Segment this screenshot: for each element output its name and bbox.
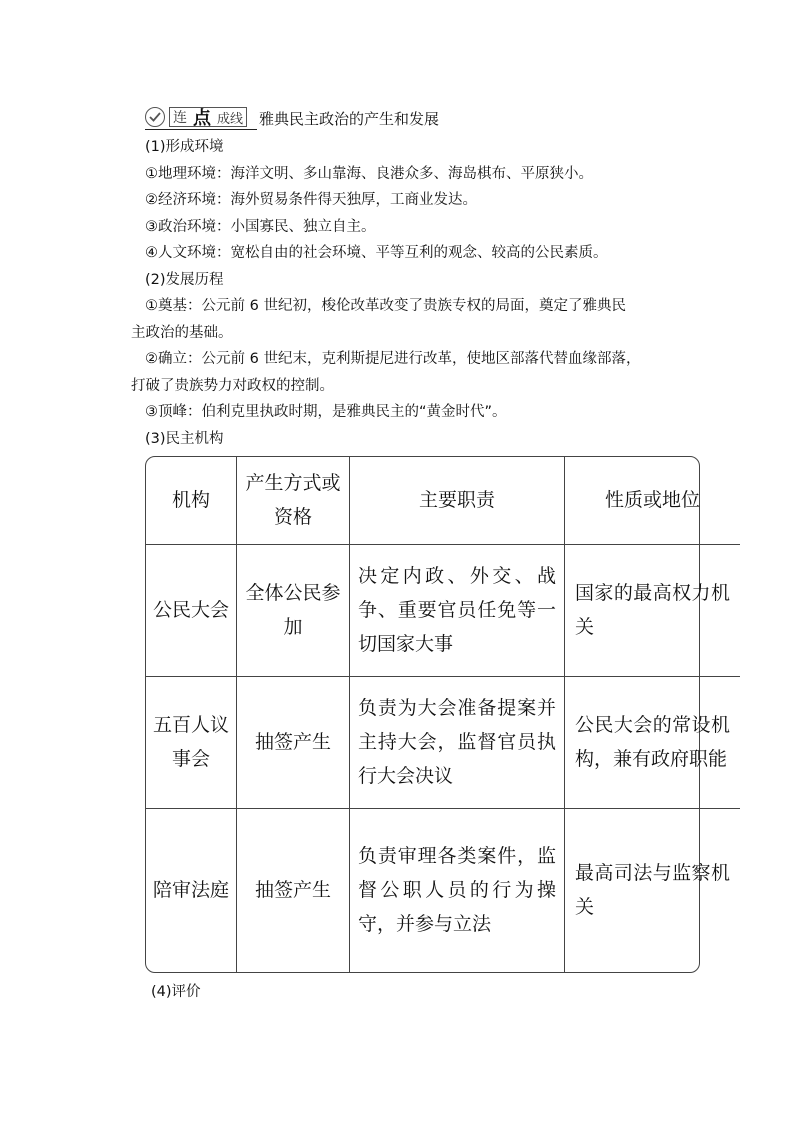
geography-environment: ①地理环境：海洋文明、多山靠海、良港众多、海岛棋布、平原狭小。 xyxy=(145,165,593,182)
political-environment: ③政治环境：小国寡民、独立自主。 xyxy=(145,218,376,235)
table-row xyxy=(146,808,740,972)
cell-institution: 五百人议事会 xyxy=(146,676,237,808)
check-mark-icon xyxy=(145,107,165,127)
cell-method: 全体公民参加 xyxy=(237,544,350,676)
institutions-table-frame xyxy=(145,456,730,973)
cell-institution: 公民大会 xyxy=(146,544,237,676)
subheading-evaluation: (4)评价 xyxy=(151,984,201,1000)
establishment-line-2: 打破了贵族势力对政权的控制。 xyxy=(131,377,334,394)
foundation-line-1: ①奠基：公元前 6 世纪初，梭伦改革改变了贵族专权的局面，奠定了雅典民 xyxy=(145,298,626,314)
header-duties: 主要职责 xyxy=(350,457,565,544)
foundation-line-2: 主政治的基础。 xyxy=(131,324,233,341)
table-row xyxy=(146,676,740,808)
section-title: 雅典民主政治的产生和发展 xyxy=(259,110,440,128)
cell-nature: 最高司法与监察机关 xyxy=(565,808,741,972)
cell-duties: 决定内政、外交、战争、重要官员任免等一切国家大事 xyxy=(350,544,565,676)
header-method: 产生方式或资格 xyxy=(237,457,350,544)
table-header-row xyxy=(146,457,740,544)
table-row xyxy=(146,544,740,676)
subheading-development: (2)发展历程 xyxy=(145,271,224,288)
badge-text-dian: 点 xyxy=(193,108,211,129)
badge-box xyxy=(169,107,247,127)
document-body xyxy=(131,100,730,1018)
cell-nature: 国家的最高权力机关 xyxy=(565,544,741,676)
cell-method: 抽签产生 xyxy=(237,808,350,972)
subheading-formation: (1)形成环境 xyxy=(145,139,224,155)
header-nature: 性质或地位 xyxy=(565,457,741,544)
cell-duties: 负责审理各类案件，监督公职人员的行为操守，并参与立法 xyxy=(350,808,565,972)
cell-duties: 负责为大会准备提案并主持大会，监督官员执行大会决议 xyxy=(350,676,565,808)
peak-line: ③顶峰：伯利克里执政时期，是雅典民主的“黄金时代”。 xyxy=(145,404,507,420)
economic-environment: ②经济环境：海外贸易条件得天独厚，工商业发达。 xyxy=(145,192,477,208)
establishment-line-1: ②确立：公元前 6 世纪末，克利斯提尼进行改革，使地区部落代替血缘部落， xyxy=(145,351,641,367)
section-heading xyxy=(145,100,705,130)
cell-institution: 陪审法庭 xyxy=(146,808,237,972)
lian-dian-cheng-xian-badge xyxy=(145,105,257,130)
cultural-environment: ④人文环境：宽松自由的社会环境、平等互利的观念、较高的公民素质。 xyxy=(145,245,608,261)
cell-method: 抽签产生 xyxy=(237,676,350,808)
cell-nature: 公民大会的常设机构，兼有政府职能 xyxy=(565,676,741,808)
institutions-table xyxy=(146,457,740,972)
subheading-institutions: (3)民主机构 xyxy=(145,430,224,447)
badge-text-lian: 连 xyxy=(173,110,187,126)
header-institution: 机构 xyxy=(146,457,237,544)
badge-text-chengxian: 成线 xyxy=(217,111,244,127)
